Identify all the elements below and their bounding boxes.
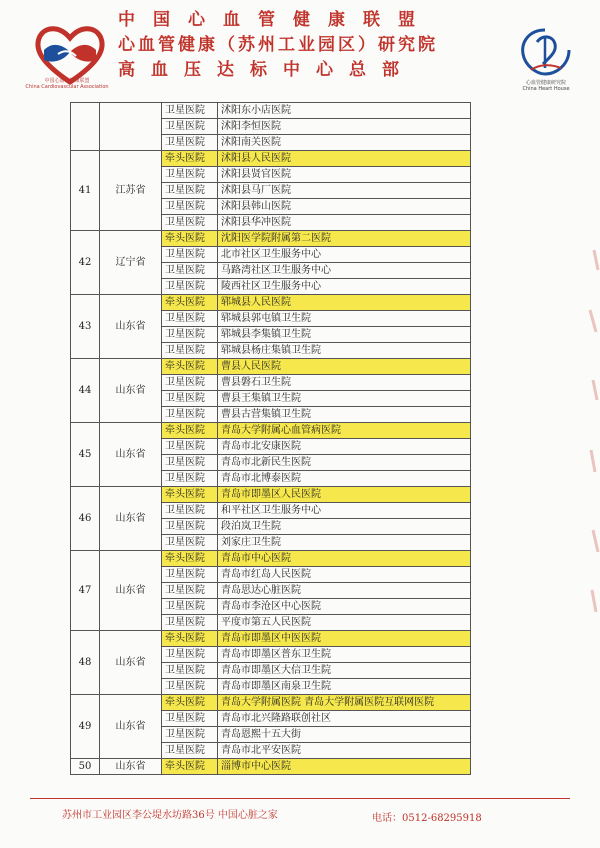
left-logo-caption-cn: 中国心血管健康联盟	[44, 78, 90, 84]
group-number: 42	[71, 231, 100, 295]
hospital-name-cell: 青岛市北平安医院	[218, 743, 471, 759]
hospital-role-cell: 卫星医院	[162, 455, 218, 471]
hospital-role-cell: 卫星医院	[162, 199, 218, 215]
province-cell: 山东省	[100, 295, 162, 359]
hospital-table	[70, 102, 471, 775]
province-cell	[100, 103, 162, 151]
lead-hospital-row	[71, 759, 471, 775]
lead-hospital-row	[71, 151, 471, 167]
hospital-role-cell: 卫星医院	[162, 407, 218, 423]
hospital-role-cell: 卫星医院	[162, 663, 218, 679]
hospital-role-cell: 牵头医院	[162, 551, 218, 567]
hospital-role-cell: 卫星医院	[162, 327, 218, 343]
hospital-name-cell: 沈阳医学院附属第二医院	[218, 231, 471, 247]
hospital-role-cell: 卫星医院	[162, 647, 218, 663]
hospital-name-cell: 青岛市北博泰医院	[218, 471, 471, 487]
hospital-role-cell: 卫星医院	[162, 471, 218, 487]
lead-hospital-row	[71, 487, 471, 503]
hospital-role-cell: 卫星医院	[162, 375, 218, 391]
footer-phone: 电话：0512-68295918	[372, 813, 482, 824]
hospital-name-cell: 沭阳县人民医院	[218, 151, 471, 167]
hospital-name-cell: 青岛大学附属医院 青岛大学附属医院互联网医院	[218, 695, 471, 711]
hospital-name-cell: 青岛市李沧区中心医院	[218, 599, 471, 615]
hospital-role-cell: 卫星医院	[162, 615, 218, 631]
hospital-name-cell: 沭阳县华冲医院	[218, 215, 471, 231]
hospital-role-cell: 牵头医院	[162, 631, 218, 647]
footer-divider	[30, 798, 570, 799]
hospital-name-cell: 曹县磐石卫生院	[218, 375, 471, 391]
hospital-name-cell: 北市社区卫生服务中心	[218, 247, 471, 263]
group-number	[71, 103, 100, 151]
lead-hospital-row	[71, 551, 471, 567]
letterhead-title	[118, 8, 498, 83]
hospital-role-cell: 卫星医院	[162, 167, 218, 183]
hospital-role-cell: 卫星医院	[162, 519, 218, 535]
group-number: 49	[71, 695, 100, 759]
hospital-role-cell: 牵头医院	[162, 423, 218, 439]
hospital-name-cell: 青岛市北安康医院	[218, 439, 471, 455]
lead-hospital-row	[71, 295, 471, 311]
province-cell: 山东省	[100, 759, 162, 775]
province-cell: 山东省	[100, 551, 162, 631]
group-number: 48	[71, 631, 100, 695]
hospital-role-cell: 卫星医院	[162, 279, 218, 295]
group-number: 46	[71, 487, 100, 551]
hospital-role-cell: 卫星医院	[162, 343, 218, 359]
group-number: 47	[71, 551, 100, 631]
hospital-name-cell: 和平社区卫生服务中心	[218, 503, 471, 519]
hospital-role-cell: 卫星医院	[162, 263, 218, 279]
hospital-name-cell: 平度市第五人民医院	[218, 615, 471, 631]
hospital-role-cell: 卫星医院	[162, 183, 218, 199]
province-cell: 山东省	[100, 487, 162, 551]
hospital-role-cell: 卫星医院	[162, 103, 218, 119]
hospital-name-cell: 沭阳县马厂医院	[218, 183, 471, 199]
hospital-role-cell: 牵头医院	[162, 695, 218, 711]
hospital-name-cell: 陵西社区卫生服务中心	[218, 279, 471, 295]
hospital-role-cell: 卫星医院	[162, 215, 218, 231]
seal-edge-icon	[584, 240, 600, 620]
province-cell: 山东省	[100, 359, 162, 423]
group-number: 45	[71, 423, 100, 487]
hospital-name-cell: 沭阳李恒医院	[218, 119, 471, 135]
hospital-name-cell: 青岛市即墨区大信卫生院	[218, 663, 471, 679]
hospital-name-cell: 青岛市红岛人民医院	[218, 567, 471, 583]
title-line-2: 心血管健康（苏州工业园区）研究院	[118, 35, 438, 55]
hospital-name-cell: 郓城县李集镇卫生院	[218, 327, 471, 343]
hospital-name-cell: 沭阳县韩山医院	[218, 199, 471, 215]
hospital-role-cell: 卫星医院	[162, 567, 218, 583]
lead-hospital-row	[71, 231, 471, 247]
hospital-name-cell: 郓城县杨庄集镇卫生院	[218, 343, 471, 359]
hospital-role-cell: 牵头医院	[162, 359, 218, 375]
hospital-role-cell: 牵头医院	[162, 231, 218, 247]
hospital-role-cell: 卫星医院	[162, 743, 218, 759]
left-logo-caption	[22, 78, 112, 90]
hospital-name-cell: 青岛市即墨区中医医院	[218, 631, 471, 647]
group-number: 50	[71, 759, 100, 775]
hospital-role-cell: 卫星医院	[162, 583, 218, 599]
hospital-name-cell: 青岛大学附属心血管病医院	[218, 423, 471, 439]
hospital-role-cell: 牵头医院	[162, 295, 218, 311]
right-logo-caption-cn: 心血管健康研究院	[525, 80, 566, 86]
footer-address: 苏州市工业园区李公堤水坊路36号 中国心脏之家	[62, 810, 278, 821]
lead-hospital-row	[71, 631, 471, 647]
lead-hospital-row	[71, 423, 471, 439]
lead-hospital-row	[71, 359, 471, 375]
hospital-name-cell: 曹县古营集镇卫生院	[218, 407, 471, 423]
left-logo-caption-en: China Cardiovascular Association	[25, 84, 109, 90]
province-cell: 山东省	[100, 631, 162, 695]
hospital-role-cell: 卫星医院	[162, 679, 218, 695]
hospital-name-cell: 青岛市即墨区普东卫生院	[218, 647, 471, 663]
hospital-name-cell: 青岛恩熙十五大街	[218, 727, 471, 743]
hospital-name-cell: 青岛市北新民生医院	[218, 455, 471, 471]
province-cell: 辽宁省	[100, 231, 162, 295]
province-cell: 山东省	[100, 695, 162, 759]
hospital-role-cell: 卫星医院	[162, 439, 218, 455]
hospital-name-cell: 郓城县郭屯镇卫生院	[218, 311, 471, 327]
hospital-name-cell: 郓城县人民医院	[218, 295, 471, 311]
hospital-role-cell: 卫星医院	[162, 535, 218, 551]
hospital-role-cell: 卫星医院	[162, 247, 218, 263]
hospital-name-cell: 青岛思达心脏医院	[218, 583, 471, 599]
hospital-role-cell: 卫星医院	[162, 599, 218, 615]
hospital-name-cell: 沭阳县贤官医院	[218, 167, 471, 183]
right-logo-caption	[506, 80, 586, 92]
hospital-role-cell: 卫星医院	[162, 119, 218, 135]
hospital-role-cell: 卫星医院	[162, 311, 218, 327]
province-cell: 江苏省	[100, 151, 162, 231]
hospital-role-cell: 卫星医院	[162, 727, 218, 743]
hospital-name-cell: 淄博市中心医院	[218, 759, 471, 775]
hospital-name-cell: 刘家庄卫生院	[218, 535, 471, 551]
hospital-role-cell: 卫星医院	[162, 135, 218, 151]
heart-house-logo-icon	[517, 24, 573, 78]
hospital-name-cell: 青岛市即墨区人民医院	[218, 487, 471, 503]
province-cell: 山东省	[100, 423, 162, 487]
hospital-name-cell: 沭阳东小店医院	[218, 103, 471, 119]
title-line-1: 中国心血管健康联盟	[118, 10, 433, 30]
hospital-name-cell: 青岛市北兴隆路联创社区	[218, 711, 471, 727]
hospital-name-cell: 青岛市即墨区南泉卫生院	[218, 679, 471, 695]
right-logo-caption-en: China Heart House	[522, 86, 570, 92]
hospital-role-cell: 卫星医院	[162, 503, 218, 519]
group-number: 43	[71, 295, 100, 359]
hospital-name-cell: 青岛市中心医院	[218, 551, 471, 567]
satellite-hospital-row	[71, 103, 471, 119]
hospital-name-cell: 马路湾社区卫生服务中心	[218, 263, 471, 279]
hospital-name-cell: 曹县王集镇卫生院	[218, 391, 471, 407]
lead-hospital-row	[71, 695, 471, 711]
letterhead	[0, 0, 600, 100]
group-number: 44	[71, 359, 100, 423]
hospital-role-cell: 卫星医院	[162, 711, 218, 727]
hospital-role-cell: 牵头医院	[162, 151, 218, 167]
title-line-3: 高血压达标中心总部	[118, 60, 415, 80]
hospital-name-cell: 曹县人民医院	[218, 359, 471, 375]
hospital-role-cell: 牵头医院	[162, 487, 218, 503]
hospital-name-cell: 沭阳南关医院	[218, 135, 471, 151]
hospital-role-cell: 卫星医院	[162, 391, 218, 407]
hospital-role-cell: 牵头医院	[162, 759, 218, 775]
group-number: 41	[71, 151, 100, 231]
hospital-name-cell: 段泊岚卫生院	[218, 519, 471, 535]
